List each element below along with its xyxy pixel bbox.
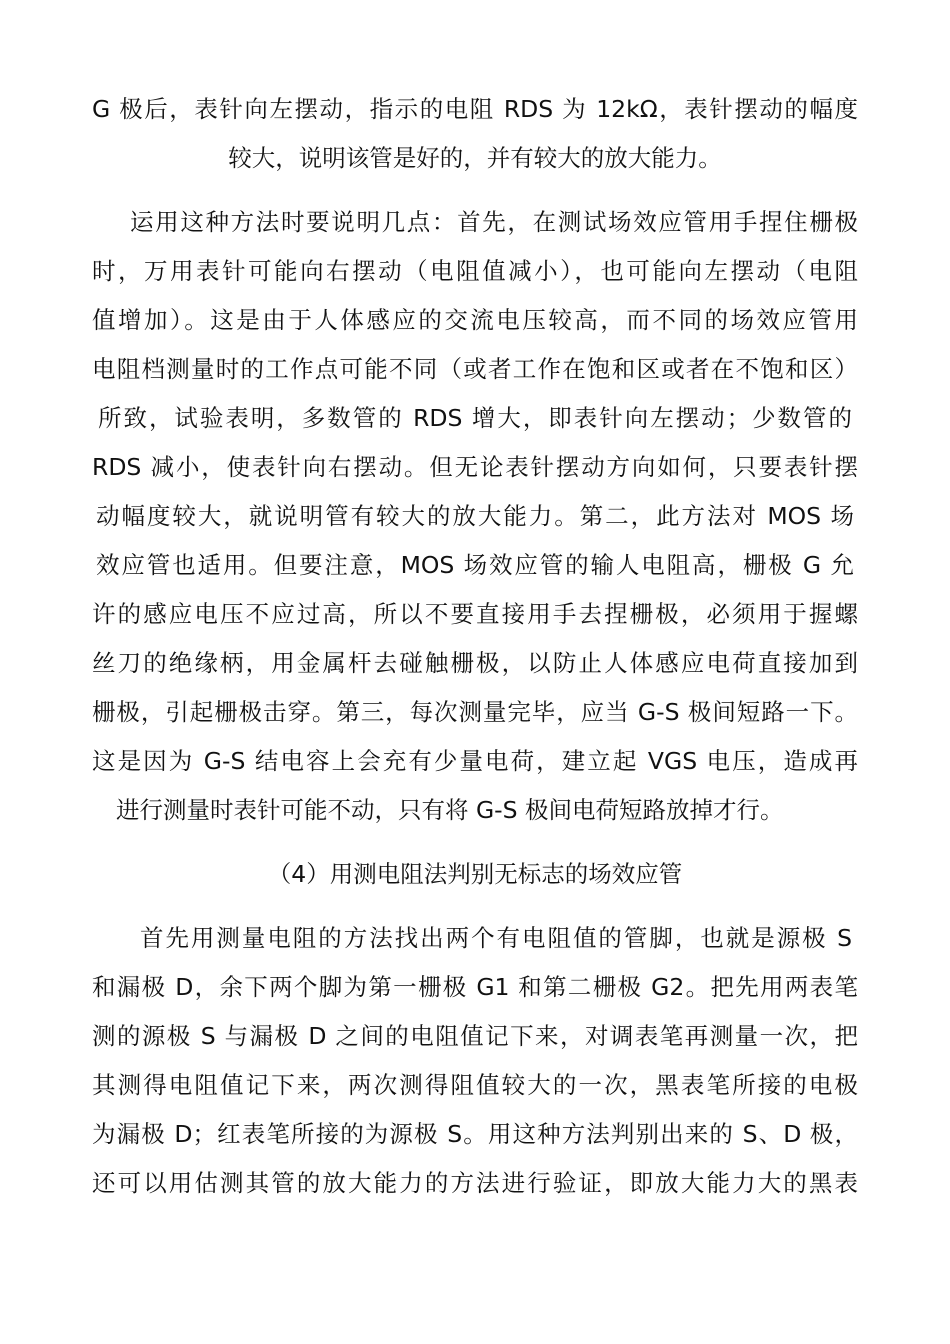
text-line: 首先用测量电阻的方法找出两个有电阻值的管脚，也就是源极 S <box>140 924 852 952</box>
section-heading: （4）用测电阻法判别无标志的场效应管 <box>267 860 683 888</box>
text-line: 较大，说明该管是好的，并有较大的放大能力。 <box>228 144 722 172</box>
text-line: 还可以用估测其管的放大能力的方法进行验证，即放大能力大的黑表 <box>92 1169 858 1197</box>
text-line: 所致，试验表明，多数管的 RDS 增大，即表针向左摆动；少数管的 <box>98 404 852 432</box>
text-line: 栅极，引起栅极击穿。第三，每次测量完毕，应当 G-S 极间短路一下。 <box>92 698 858 726</box>
text-line: 许的感应电压不应过高，所以不要直接用手去捏栅极，必须用于握螺 <box>92 600 858 628</box>
text-line: 进行测量时表针可能不动，只有将 G-S 极间电荷短路放掉才行。 <box>116 796 784 824</box>
text-line: 其测得电阻值记下来，两次测得阻值较大的一次，黑表笔所接的电极 <box>92 1071 858 1099</box>
text-line: 运用这种方法时要说明几点：首先，在测试场效应管用手捏住栅极 <box>130 208 858 236</box>
text-line: 时，万用表针可能向右摆动（电阻值减小），也可能向左摆动（电阻 <box>92 257 858 285</box>
text-line: 为漏极 D；红表笔所接的为源极 S。用这种方法判别出来的 S、D 极， <box>92 1120 858 1148</box>
text-line: 这是因为 G-S 结电容上会充有少量电荷，建立起 VGS 电压，造成再 <box>92 747 858 775</box>
text-line: 效应管也适用。但要注意，MOS 场效应管的输人电阻高，栅极 G 允 <box>96 551 854 579</box>
text-line: G 极后，表针向左摆动，指示的电阻 RDS 为 12kΩ，表针摆动的幅度 <box>92 95 858 123</box>
text-line: 和漏极 D，余下两个脚为第一栅极 G1 和第二栅极 G2。把先用两表笔 <box>92 973 858 1001</box>
text-line: 电阻档测量时的工作点可能不同（或者工作在饱和区或者在不饱和区） <box>92 355 858 383</box>
text-line: 丝刀的绝缘柄，用金属杆去碰触栅极，以防止人体感应电荷直接加到 <box>92 649 858 677</box>
text-line: RDS 减小，使表针向右摆动。但无论表针摆动方向如何，只要表针摆 <box>92 453 858 481</box>
text-line: 动幅度较大，就说明管有较大的放大能力。第二，此方法对 MOS 场 <box>96 502 854 530</box>
text-line: 测的源极 S 与漏极 D 之间的电阻值记下来，对调表笔再测量一次，把 <box>92 1022 858 1050</box>
text-line: 值增加）。这是由于人体感应的交流电压较高，而不同的场效应管用 <box>92 306 858 334</box>
